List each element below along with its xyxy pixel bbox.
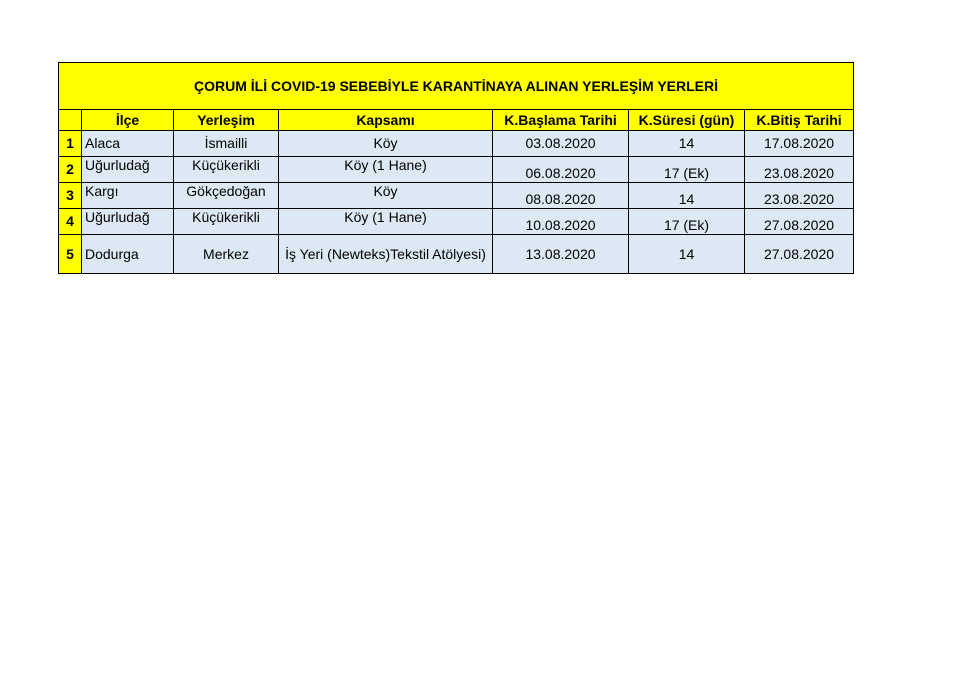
cell-bitis-tarihi: 23.08.2020 xyxy=(745,157,854,183)
header-baslama-tarihi: K.Başlama Tarihi xyxy=(493,110,629,131)
cell-ilce: Dodurga xyxy=(82,235,174,274)
cell-baslama-tarihi: 13.08.2020 xyxy=(493,235,629,274)
cell-suresi: 14 xyxy=(629,131,745,157)
header-ilce: İlçe xyxy=(82,110,174,131)
cell-yerlesim: Merkez xyxy=(174,235,279,274)
cell-yerlesim: Küçükerikli xyxy=(174,157,279,183)
cell-ilce: Uğurludağ xyxy=(82,209,174,235)
cell-bitis-tarihi: 27.08.2020 xyxy=(745,235,854,274)
header-suresi: K.Süresi (gün) xyxy=(629,110,745,131)
quarantine-table-sheet xyxy=(58,62,853,274)
header-yerlesim: Yerleşim xyxy=(174,110,279,131)
cell-ilce: Uğurludağ xyxy=(82,157,174,183)
table-row xyxy=(59,235,854,274)
header-row xyxy=(59,110,854,131)
row-number: 1 xyxy=(59,131,82,157)
cell-ilce: Kargı xyxy=(82,183,174,209)
cell-yerlesim: İsmailli xyxy=(174,131,279,157)
title-row xyxy=(59,63,854,110)
cell-suresi: 14 xyxy=(629,235,745,274)
cell-bitis-tarihi: 23.08.2020 xyxy=(745,183,854,209)
cell-baslama-tarihi: 08.08.2020 xyxy=(493,183,629,209)
cell-bitis-tarihi: 17.08.2020 xyxy=(745,131,854,157)
header-kapsami: Kapsamı xyxy=(279,110,493,131)
cell-kapsami: Köy (1 Hane) xyxy=(279,157,493,183)
cell-yerlesim: Gökçedoğan xyxy=(174,183,279,209)
table-row xyxy=(59,183,854,209)
cell-suresi: 17 (Ek) xyxy=(629,209,745,235)
cell-suresi: 17 (Ek) xyxy=(629,157,745,183)
cell-baslama-tarihi: 10.08.2020 xyxy=(493,209,629,235)
header-bitis-tarihi: K.Bitiş Tarihi xyxy=(745,110,854,131)
cell-ilce: Alaca xyxy=(82,131,174,157)
quarantine-table xyxy=(58,62,854,274)
cell-yerlesim: Küçükerikli xyxy=(174,209,279,235)
cell-kapsami: Köy xyxy=(279,183,493,209)
row-number: 5 xyxy=(59,235,82,274)
row-number: 4 xyxy=(59,209,82,235)
header-corner xyxy=(59,110,82,131)
table-row xyxy=(59,157,854,183)
cell-bitis-tarihi: 27.08.2020 xyxy=(745,209,854,235)
cell-baslama-tarihi: 06.08.2020 xyxy=(493,157,629,183)
row-number: 2 xyxy=(59,157,82,183)
cell-baslama-tarihi: 03.08.2020 xyxy=(493,131,629,157)
cell-suresi: 14 xyxy=(629,183,745,209)
table-row xyxy=(59,209,854,235)
row-number: 3 xyxy=(59,183,82,209)
table-title: ÇORUM İLİ COVID-19 SEBEBİYLE KARANTİNAYA ALINAN YERLEŞİM YERLERİ xyxy=(59,63,854,110)
cell-kapsami: Köy (1 Hane) xyxy=(279,209,493,235)
table-row xyxy=(59,131,854,157)
cell-kapsami: Köy xyxy=(279,131,493,157)
cell-kapsami: İş Yeri (Newteks)Tekstil Atölyesi) xyxy=(279,235,493,274)
